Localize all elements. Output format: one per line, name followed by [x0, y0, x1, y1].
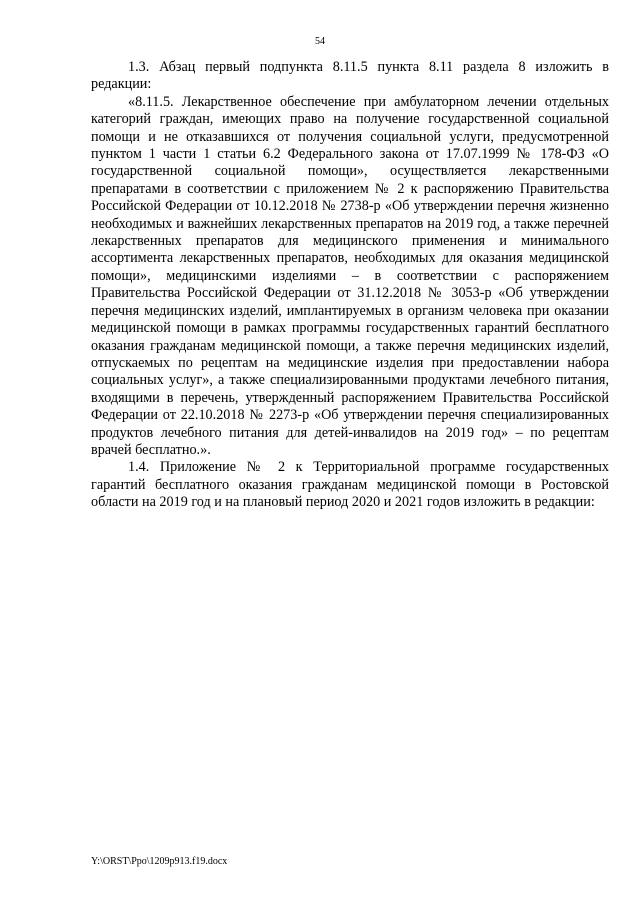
paragraph-clause-8-11-5: «8.11.5. Лекарственное обеспечение при амбулаторном лечении отдельных категорий граждан, имеющих право на получение государственной социальной помощи и не отказавшихся от получения социальной услуги, предусмотренной пунктом 1 части 1 статьи 6.2 Федерального закона от 17.07.1999 № 178-ФЗ «О государственной социальной помощи», осуществляется лекарственными препаратами в соответствии с приложением № 2 к распоряжению Правительства Российской Федерации от 10.12.2018 № 2738-р «Об утверждении перечня жизненно необходимых и важнейших лекарственных препаратов на 2019 год, а также перечней лекарственных препаратов для медицинского применения и минимального ассортимента лекарственных препаратов, необходимых для оказания медицинской помощи», медицинскими изделиями – в соответствии с распоряжением Правительства Российской Федерации от 31.12.2018 № 3053-р «Об утверждении перечня медицинских изделий, имплантируемых в организм человека при оказании медицинской помощи в рамках программы государственных гарантий бесплатного оказания гражданам медицинской помощи, а также перечня медицинских изделий, отпускаемых по рецептам на медицинские изделия при предоставлении набора социальных услуг», а также специализированными продуктами лечебного питания, входящими в перечень, утвержденный распоряжением Правительства Российской Федерации от 22.10.2018 № 2273-р «Об утверждении перечня специализированных продуктов лечебного питания для детей-инвалидов на 2019 год» – по рецептам врачей бесплатно.».: [91, 93, 609, 458]
file-path-footer: Y:\ORST\Ppo\1209p913.f19.docx: [91, 856, 228, 867]
paragraph-amendment-1-3: 1.3. Абзац первый подпункта 8.11.5 пункта 8.11 раздела 8 изложить в редакции:: [91, 59, 609, 93]
page-number: 54: [315, 36, 325, 47]
document-body: [91, 59, 609, 512]
paragraph-amendment-1-4: 1.4. Приложение № 2 к Территориальной программе государственных гарантий бесплатного оказания гражданам медицинской помощи в Ростовской области на 2019 год и на плановый период 2020 и 2021 годов изложить в редакции:: [91, 459, 609, 511]
